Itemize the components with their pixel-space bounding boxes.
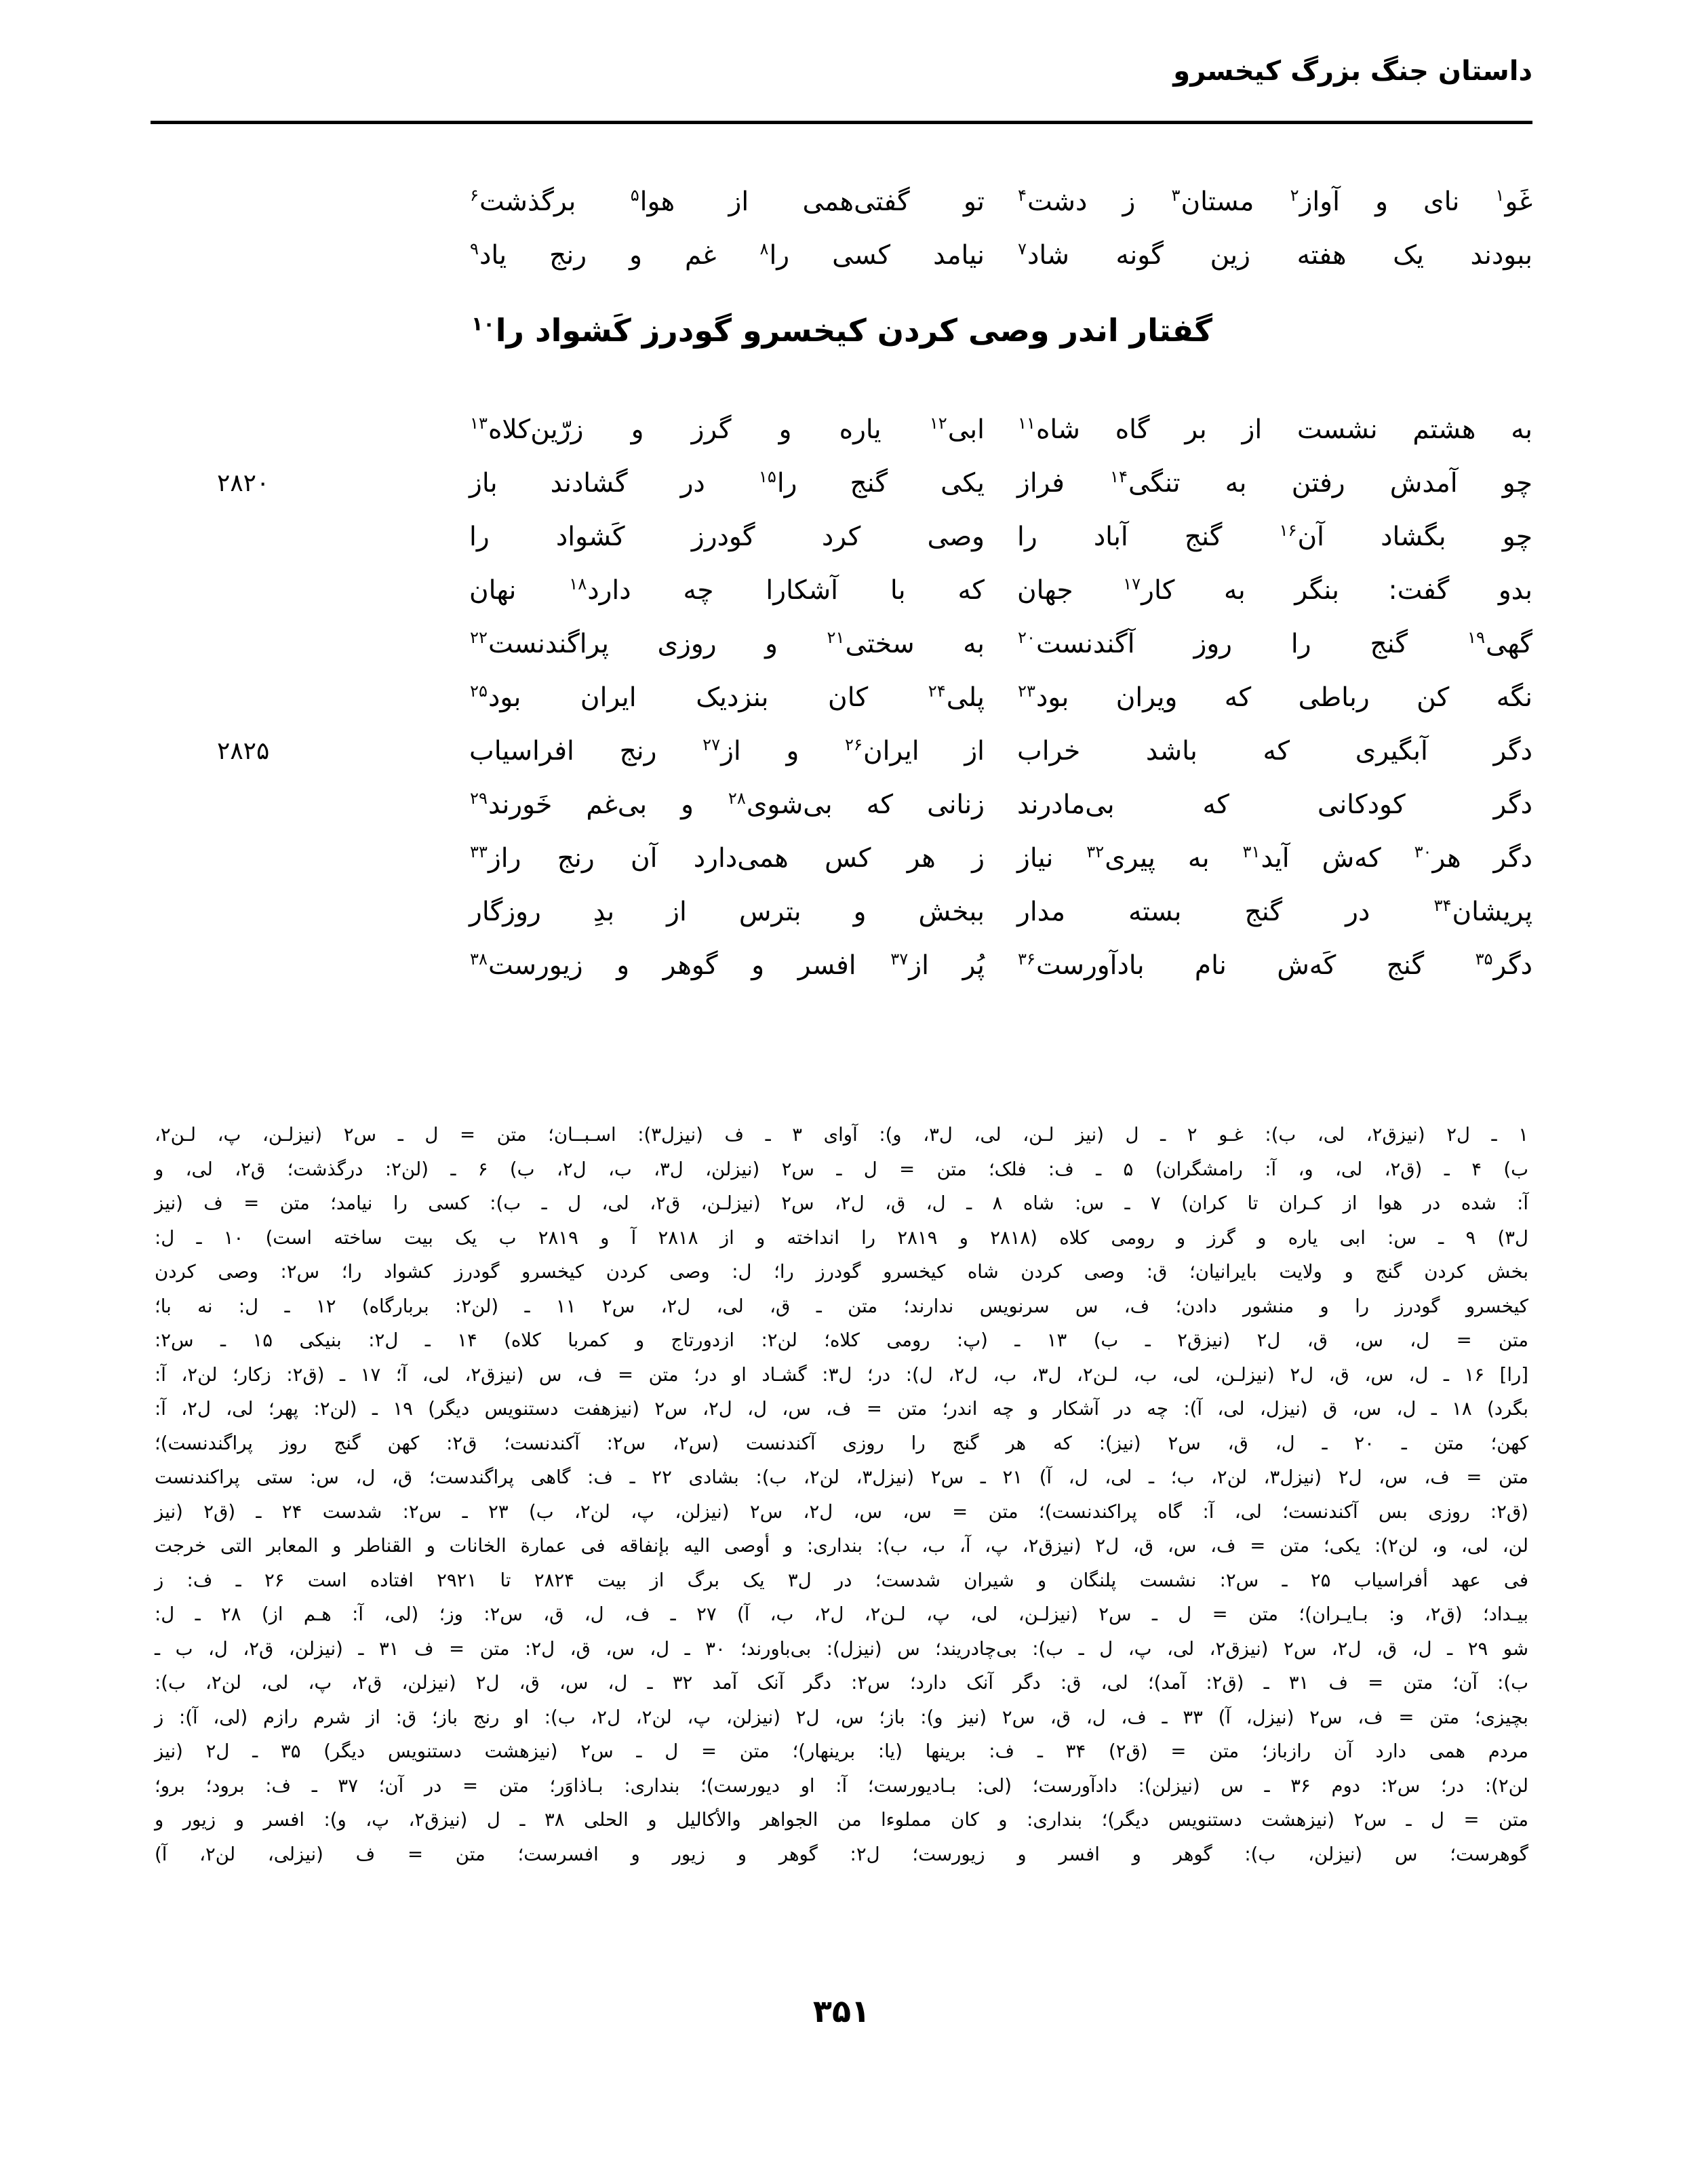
footnote-marker: ۱۷ <box>1123 574 1141 593</box>
footnote-marker: ۵ <box>630 186 639 205</box>
footnote-marker: ۲۳ <box>1018 682 1035 701</box>
apparatus-line: لن، لی، و، لن۲): یکی؛ متن = ف، س، ق، ل۲ (نیزق۲، پ، آ، ب، ب): بنداری: و أوصی الیه بإنفاقه فی عمارة الخانات و القناطر و المعابر التی خرجت <box>155 1535 1528 1557</box>
hemistich-left <box>469 671 1001 724</box>
hemistich-text: دگر کودکانی که بی‌مادرند <box>1017 789 1532 820</box>
footnote-marker: ۲۰ <box>1018 628 1035 647</box>
hemistich-text: به هشتم نشست از بر گاه شاه <box>1035 414 1532 445</box>
apparatus-line: مردم همی دارد آن رازباز؛ متن = (ق۲) ۳۴ ـ ف: برینها (یا: برینهار)؛ متن = ل ـ س۲ (نیزهشت دستنویس دیگر) ۳۵ ـ ل۲ (نیز <box>155 1740 1528 1762</box>
footnote-marker: ۲۷ <box>702 735 721 754</box>
apparatus-line: فی عهد أفراسیاب ۲۵ ـ س۲: نشست پلنگان و شیران شدست؛ در ل۳ یک برگ از بیت ۲۸۲۴ تا ۲۹۲۱ افتاده است ۲۶ ـ ف: ز <box>155 1569 1528 1591</box>
apparatus-line: بگرد) ۱۸ ـ ل، س، ق (نیزل، لی، آ): چه در آشکار و چه اندر؛ متن = ف، س، ل، ل۲، س۲ (نیزهفت دستنویس دیگر) ۱۹ ـ (لن۲: پهر؛ لی، ل۲، آ: <box>155 1398 1529 1420</box>
footnote-marker: ۱۸ <box>569 574 587 593</box>
hemistich-text-cont: ز دشت <box>1027 187 1171 217</box>
couplet-row <box>151 885 1532 939</box>
footnote-marker: ۲۹ <box>470 789 488 808</box>
hemistich-text: دگر هر <box>1432 843 1533 874</box>
hemistich-text-cont: در گنج بسته مدار <box>1017 897 1433 927</box>
footnote-marker: ۳۳ <box>470 842 488 861</box>
hemistich-left <box>469 229 1001 282</box>
apparatus-line: بیـداد؛ (ق۲، و: بـایـران)؛ متن = ل ـ س۲ (نیزلـن، لی، پ، لـن۲، ل۲، ب، آ) ۲۷ ـ ف، ل، ق، س۲: وز؛ (لی، آ: هـم از) ۲۸ ـ ل: <box>155 1603 1528 1625</box>
footnote-marker: ۱۲ <box>929 414 947 433</box>
apparatus-line: بچیزی؛ متن = ف، س۲ (نیزل، آ) ۳۳ ـ ف، ل، ق، س۲ (نیز و): باز؛ س، ل۲ (نیزلن، پ، لن۲، ل۲، ب): او رنج باز؛ ق: از شرم رازم (لی، آ): ز <box>155 1706 1528 1728</box>
couplet-row <box>151 456 1532 510</box>
footnote-marker: ۳۵ <box>1475 950 1493 969</box>
hemistich-text: از ایران <box>863 736 985 766</box>
hemistich-text: به سختی <box>845 629 985 659</box>
hemistich-text-cont: نهان <box>469 575 569 606</box>
footnote-marker: ۱۶ <box>1279 521 1297 540</box>
hemistich-left <box>469 564 1001 617</box>
couplet-row <box>151 564 1532 617</box>
hemistich-text: وصی کرد گودرز کَشواد را <box>469 522 985 552</box>
apparatus-line: کهن؛ متن ـ ۲۰ ـ ل، ق، س۲ (نیز): که هر گنج را روزی آکندنست (س۲، س۲: آکندنست؛ ق۲: کهن گنج روز پراگندنست)؛ <box>155 1432 1528 1454</box>
couplet-row <box>151 229 1532 282</box>
header-rule <box>151 121 1532 124</box>
hemistich-text-cont: جهان <box>1017 575 1123 606</box>
hemistich-text-cont: افسر و گوهر و زیورست <box>488 950 890 981</box>
hemistich-text: پلی <box>946 682 985 713</box>
couplet-row <box>151 617 1532 671</box>
hemistich-left <box>469 939 1001 992</box>
footnote-marker: ۳۷ <box>890 950 909 969</box>
apparatus-line: (ق۲: روزی بس آکندنست؛ لی، آ: گاه پراکندنست)؛ متن = س، س، ل۲، س۲ (نیزلن، پ، لن۲، ب) ۲۳ ـ س۲: شدست ۲۴ ـ (ق۲ (نیز <box>155 1500 1528 1523</box>
hemistich-right <box>1001 175 1532 229</box>
apparatus-line: متن = ف، س، ل۲ (نیزل۳، لن۲، ب؛ ـ لی، ل، آ) ۲۱ ـ س۲ (نیزل۳، لن۲، ب): بشادی ۲۲ ـ ف: گاهی پراگندست؛ ق، ل، س: ستی پراکندنست <box>155 1466 1529 1488</box>
hemistich-right <box>1001 939 1532 992</box>
hemistich-left <box>469 403 1001 456</box>
hemistich-left <box>469 510 1001 564</box>
hemistich-left <box>469 885 1001 939</box>
hemistich-text-cont: کان بنزدیک ایران بود <box>488 682 928 713</box>
apparatus-line: [را] ۱۶ ـ ل، س، ق، ل۲ (نیزلـن، لی، ب، لـن۲، ل۳، ب، ل۲، ل): در؛ ل۳: گشـاد او در؛ متن = ف، س (نیزق۲، لی، آ؛ ۱۷ ـ (ق۲: زکار؛ لن۲، آ: <box>155 1363 1528 1386</box>
hemistich-text-cont: گنج آباد را <box>1017 522 1279 552</box>
hemistich-right <box>1001 724 1532 778</box>
footnote-marker: ۹ <box>470 239 479 258</box>
hemistich-text: پریشان <box>1452 897 1532 927</box>
hemistich-right <box>1001 832 1532 885</box>
verse-number: ۲۸۲۵ <box>217 737 270 765</box>
verse-block-top <box>151 175 1532 282</box>
verse-block-main <box>151 403 1532 992</box>
apparatus-line: آ: شده در هوا از کـران تا کران) ۷ ـ س: شاه ۸ ـ ل، ق، ل۲، س۲ (نیزلـن، ق۲، لی، ل ـ ب): کسی را نیامد؛ متن = ف (نیز <box>155 1192 1529 1214</box>
hemistich-left <box>469 724 1001 778</box>
footnote-marker: ۱۹ <box>1467 628 1485 647</box>
hemistich-right <box>1001 229 1532 282</box>
footnote-marker: ۴ <box>1018 186 1027 205</box>
couplet-row <box>151 510 1532 564</box>
hemistich-text: نیامد کسی را <box>769 240 985 271</box>
hemistich-right <box>1001 456 1532 510</box>
footnote-marker: ۳۴ <box>1433 896 1452 915</box>
footnote-marker: ۱ <box>1495 186 1505 205</box>
hemistich-right <box>1001 778 1532 832</box>
footnote-marker: ۲۸ <box>728 789 746 808</box>
footnote-marker: ۲۴ <box>928 682 946 701</box>
hemistich-text-cont: یاره و گرز و زرّین‌کلاه <box>488 414 929 445</box>
footnote-marker: ۳۲ <box>1086 842 1105 861</box>
hemistich-text: ز هر کس همی‌دارد آن رنج راز <box>488 843 985 874</box>
footnote-marker: ۳۶ <box>1018 950 1035 969</box>
hemistich-text-cont: در گشادند باز <box>469 468 758 499</box>
hemistich-text-cont: و روزی پراگندنست <box>488 629 827 659</box>
apparatus-line: متن = ل ـ س۲ (نیزهشت دستنویس دیگر)؛ بنداری: و کان مملوءا من الجواهر والأکالیل و الحلی ۳۸ ـ ل (نیزق۲، پ، و): افسر و زیور و <box>155 1809 1529 1831</box>
couplet-row <box>151 671 1532 724</box>
hemistich-right <box>1001 617 1532 671</box>
footnote-marker: ۱۵ <box>758 467 776 486</box>
apparatus-line: متن = ل، س، ق، ل۲ (نیزق۲ ـ ب) ۱۳ ـ (پ: رومی کلاه؛ لن۲: ازدورتاج و کمربا کلاه) ۱۴ ـ ل۲: بنیکی ۱۵ ـ س۲: <box>155 1329 1528 1351</box>
footnote-marker: ۱۳ <box>470 414 488 433</box>
hemistich-text: که با آشکارا چه دارد <box>587 575 985 606</box>
footnote-marker: ۲۲ <box>470 628 488 647</box>
hemistich-text: دگر آبگیری که باشد خراب <box>1017 736 1532 766</box>
hemistich-text-cont: برگذشت <box>479 187 630 217</box>
hemistich-text: تو گفتی‌همی از هوا <box>639 187 985 217</box>
hemistich-text-cont: فراز <box>1017 468 1109 499</box>
hemistich-text-cont: مستان <box>1181 187 1290 217</box>
section-heading <box>151 309 1532 352</box>
footnote-marker: ۱۰ <box>471 312 495 335</box>
footnote-marker: ۲۵ <box>470 682 488 701</box>
hemistich-text: ابی <box>947 414 985 445</box>
footnote-marker: ۲۶ <box>844 735 863 754</box>
hemistich-left <box>469 456 1001 510</box>
hemistich-text: یکی گنج را <box>776 468 985 499</box>
hemistich-text: غَو <box>1505 187 1533 217</box>
hemistich-text-cont: گنج کَه‌ش نام بادآورست <box>1035 950 1475 981</box>
hemistich-text-cont: گنج را روز آگندنست <box>1035 629 1467 659</box>
hemistich-text: ببخش و بترس از بدِ روزگار <box>469 897 985 927</box>
hemistich-left <box>469 617 1001 671</box>
hemistich-text-cont: رنج افراسیاب <box>469 736 702 766</box>
couplet-row <box>151 724 1532 778</box>
apparatus-line: کیخسرو گودرز را و منشور دادن؛ ف، س سرنویس ندارند؛ متن ـ ق، لی، ل۲، س۲ ۱۱ ـ (لن۲: بربارگاه) ۱۲ ـ ل: نه با؛ <box>155 1295 1528 1317</box>
hemistich-text: چو بگشاد آن <box>1297 522 1532 552</box>
hemistich-text: بدو گفت: بنگر به کار <box>1141 575 1532 606</box>
footnote-marker: ۷ <box>1018 239 1027 258</box>
footnote-marker: ۸ <box>759 239 769 258</box>
hemistich-text-cont: غم و رنج یاد <box>479 240 759 271</box>
footnote-marker: ۲ <box>1290 186 1299 205</box>
footnote-marker: ۳۱ <box>1242 842 1261 861</box>
footnote-marker: ۱۴ <box>1109 467 1128 486</box>
hemistich-right <box>1001 510 1532 564</box>
hemistich-text: چو آمدش رفتن به تنگی <box>1128 468 1532 499</box>
couplet-row <box>151 175 1532 229</box>
apparatus-line: بخش کردن گنج و ولایت بایرانیان؛ ق: وصی کردن شاه کیخسرو گودرز را؛ ل: وصی کردن کیخسرو گودرز کشواد را؛ س۲: وصی کردن <box>155 1261 1528 1283</box>
hemistich-text-cont: به پیری <box>1105 843 1242 874</box>
verse-number: ۲۸۲۰ <box>217 469 270 497</box>
hemistich-text-cont: نای و آواز <box>1299 187 1495 217</box>
hemistich-right <box>1001 885 1532 939</box>
apparatus-line: گوهرست؛ س (نیزلن، ب): گوهر و افسر و زیورست؛ ل۲: گوهر و زیور و افسرست؛ متن = ف (نیزلی، لن۲، آ) <box>155 1843 1528 1865</box>
hemistich-left <box>469 832 1001 885</box>
hemistich-right <box>1001 564 1532 617</box>
hemistich-left <box>469 175 1001 229</box>
hemistich-text: ببودند یک هفته زین گونه شاد <box>1027 240 1532 271</box>
hemistich-text-cont: که‌ش آید <box>1261 843 1414 874</box>
apparatus-line: شو ۲۹ ـ ل، ق، ل۲، س۲ (نیزق۲، لی، پ، ل ـ ب): بی‌چادریند؛ س (نیزل): بی‌باورند؛ ۳۰ ـ ل، س، ق، ل۲: متن = ف ۳۱ ـ (نیزلن، ق۲، ل، ب ـ <box>155 1637 1528 1660</box>
footnote-marker: ۶ <box>470 186 479 205</box>
section-heading-text: گفتار اندر وصی کردن کیخسرو گودرز کَشواد را <box>495 312 1213 349</box>
hemistich-text: دگر <box>1493 950 1532 981</box>
footnote-marker: ۱۱ <box>1018 414 1035 433</box>
apparatus-line: ل۳) ۹ ـ س: ابی یاره و گرز و رومی کلاه (۲۸۱۸ و ۲۸۱۹ را انداخته و از ۲۸۱۸ آ و ۲۸۱۹ ب یک بیت ساخته است) ۱۰ ـ ل: <box>155 1226 1528 1249</box>
hemistich-text: نگه کن رباطی که ویران بود <box>1035 682 1532 713</box>
couplet-row <box>151 778 1532 832</box>
hemistich-text: زنانی که بی‌شوی <box>746 789 985 820</box>
hemistich-text-cont: و از <box>721 736 844 766</box>
footnote-marker: ۲۱ <box>827 628 845 647</box>
running-title: داستان جنگ بزرگ کیخسرو <box>1173 56 1532 87</box>
apparatus-line: لن۲): در؛ س۲: دوم ۳۶ ـ س (نیزلن): دادآورست؛ (لی: بـادیورست؛ آ: او دیورست)؛ بنداری: بـاذاوَر؛ متن = در آن؛ ۳۷ ـ ف: برود؛ برو؛ <box>155 1774 1528 1797</box>
footnote-marker: ۳ <box>1171 186 1181 205</box>
hemistich-right <box>1001 403 1532 456</box>
hemistich-text-cont: نیاز <box>1017 843 1086 874</box>
hemistich-left <box>469 778 1001 832</box>
hemistich-text: گهی <box>1485 629 1532 659</box>
hemistich-text-cont: و بی‌غم خَورند <box>488 789 728 820</box>
apparatus-line: ۱ ـ ل۲ (نیزق۲، لی، ب): غـو ۲ ـ ل (نیز لـن، لی، ل۳، و): آوای ۳ ـ ف (نیزل۳): اسـبــان؛ متن = ل ـ س۲ (نیزلـن، پ، لـن۲، <box>155 1124 1528 1146</box>
apparatus-line: ب) ۴ ـ (ق۲، لی، و، آ: رامشگران) ۵ ـ ف: فلک؛ متن = ل ـ س۲ (نیزلن، ل۳، ب، ل۲، ب) ۶ ـ (لن۲: درگذشت؛ ق۲، لی، و <box>155 1158 1528 1180</box>
footnote-marker: ۳۰ <box>1414 842 1432 861</box>
critical-apparatus <box>155 1118 1528 1871</box>
couplet-row <box>151 939 1532 992</box>
hemistich-right <box>1001 671 1532 724</box>
couplet-row <box>151 403 1532 456</box>
page-header <box>151 53 1532 133</box>
couplet-row <box>151 832 1532 885</box>
page-number: ۳۵۱ <box>812 1993 871 2029</box>
footnote-marker: ۳۸ <box>470 950 488 969</box>
apparatus-line: ب): آن؛ متن = ف ۳۱ ـ (ق۲: آمد)؛ لی، ق: دگر آنک دارد؛ س۲: دگر آنک آمد ۳۲ ـ ل، س، ق، ل۲ (نیزلن، ق۲، پ، لی، لن۲، ب): <box>155 1672 1529 1694</box>
hemistich-text: پُر از <box>909 950 985 981</box>
